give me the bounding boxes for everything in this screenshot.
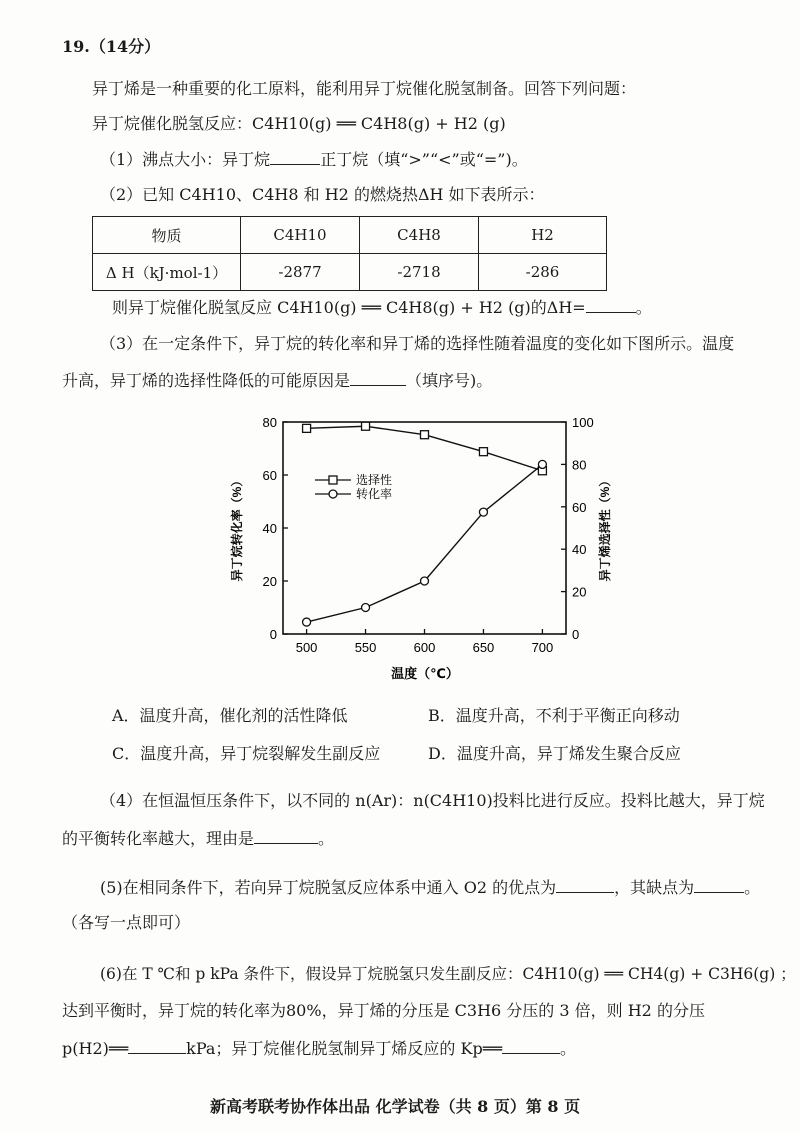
legend: [315, 472, 392, 501]
q4-line1: （4）在恒温恒压条件下，以不同的 n(Ar)：n(C4H10)投料比进行反应。投料比越大，异丁烷: [100, 791, 765, 810]
q1-answer-blank[interactable]: [270, 148, 320, 165]
q3-line2-end: （填序号)。: [406, 371, 493, 390]
legend-label-conversion: 转化率: [356, 487, 393, 501]
data-point-selectivity: [362, 422, 370, 430]
q5-advantage-blank[interactable]: [556, 876, 614, 893]
data-point-conversion: [479, 508, 487, 516]
q6-line3: [62, 1037, 576, 1060]
table-row: [93, 254, 607, 291]
q5-line2: （各写一点即可）: [62, 913, 191, 932]
plot-frame: [283, 422, 566, 634]
q5-disadvantage-blank[interactable]: [694, 876, 744, 893]
q4-end: 。: [318, 829, 335, 848]
q3-line2: [62, 369, 492, 392]
y-right-tick-label: 80: [572, 457, 587, 473]
q6-kp-blank[interactable]: [502, 1037, 560, 1054]
y-left-tick-label: 80: [262, 415, 277, 430]
q6-kp-text: kPa；异丁烷催化脱氢制异丁烯反应的 Kp══: [186, 1039, 502, 1058]
q2-intro: （2）已知 C4H10、C4H8 和 H2 的燃烧热ΔH 如下表所示：: [100, 185, 545, 204]
x-tick-label: 550: [354, 640, 377, 655]
q6-line1: (6)在 T ℃和 p kPa 条件下，假设异丁烷脱氢只发生副反应：C4H10(g) ══ CH4(g) + C3H6(g) ；: [100, 965, 796, 983]
x-tick-label: 700: [531, 640, 554, 655]
y-axis-left-label: 异丁烷转化率（%）: [230, 474, 244, 582]
data-point-selectivity: [303, 424, 311, 432]
option-b[interactable]: B．温度升高，不利于平衡正向移动: [428, 706, 680, 725]
table-cell: -2877: [241, 254, 360, 291]
y-right-tick-label: 20: [572, 584, 587, 600]
q6-ph2-text: p(H2)══: [62, 1039, 129, 1058]
q1: [100, 148, 528, 171]
y-right-tick-label: 60: [572, 499, 587, 515]
option-c[interactable]: C．温度升高，异丁烷裂解发生副反应: [112, 744, 381, 763]
series-line-conversion: [307, 464, 543, 622]
data-point-conversion: [303, 618, 311, 626]
q4-answer-blank[interactable]: [254, 827, 318, 844]
question-header: [62, 36, 160, 58]
x-tick-label: 650: [472, 640, 495, 655]
y-right-tick-label: 100: [572, 415, 594, 430]
q5-disadvantage-text: ，其缺点为: [614, 878, 695, 897]
y-axis-right-label: 异丁烯选择性（%）: [598, 474, 612, 582]
q4-line2-text: 的平衡转化率越大，理由是: [62, 829, 255, 848]
x-axis-label: 温度（℃）: [391, 666, 459, 681]
q5-end: 。: [744, 878, 761, 897]
reaction-equation: C4H10(g) ══ C4H8(g) + H2 (g): [252, 114, 506, 133]
table-cell: -2718: [360, 254, 479, 291]
q3-answer-blank[interactable]: [350, 369, 406, 386]
page-footer: 新高考联考协作体出品 化学试卷（共 8 页）第 8 页: [210, 1097, 581, 1116]
q4-line2: [62, 827, 334, 850]
y-right-tick-label: 40: [572, 542, 587, 558]
q3-line2-text: 升高，异丁烯的选择性降低的可能原因是: [62, 371, 351, 390]
reaction-label: 异丁烷催化脱氢反应：: [92, 114, 253, 133]
question-intro: 异丁烯是一种重要的化工原料，能利用异丁烷催化脱氢制备。回答下列问题：: [92, 79, 637, 98]
q2-question-text: 则异丁烷催化脱氢反应 C4H10(g) ══ C4H8(g) + H2 (g)的ΔH=: [112, 298, 586, 317]
q6-line2: 达到平衡时，异丁烷的转化率为80%，异丁烯的分压是 C3H6 分压的 3 倍，则 H2 的分压: [62, 1001, 705, 1020]
enthalpy-table: [92, 216, 607, 291]
temperature-chart: [215, 400, 635, 690]
y-left-tick-label: 40: [262, 521, 277, 536]
data-point-conversion: [538, 460, 546, 468]
q2-answer-blank[interactable]: [586, 296, 636, 313]
data-point-conversion: [362, 604, 370, 612]
legend-label-selectivity: 选择性: [356, 473, 393, 487]
reaction-line: [92, 113, 506, 135]
q6-end: 。: [559, 1039, 576, 1058]
q6-ph2-blank[interactable]: [128, 1037, 186, 1054]
data-point-selectivity: [421, 431, 429, 439]
q1-prefix: （1）沸点大小：异丁烷: [100, 150, 271, 169]
table-header-row: [93, 217, 607, 254]
table-cell: -286: [479, 254, 607, 291]
y-left-tick-label: 20: [262, 574, 277, 589]
table-header-cell: 物质: [93, 217, 241, 254]
table-header-cell: H2: [479, 217, 607, 254]
data-point-conversion: [421, 577, 429, 585]
legend-square-marker: [329, 476, 337, 484]
legend-circle-marker: [329, 490, 337, 498]
option-d[interactable]: D．温度升高，异丁烯发生聚合反应: [428, 744, 681, 763]
x-tick-label: 600: [413, 640, 436, 655]
y-left-tick-label: 0: [269, 627, 277, 642]
x-tick-label: 500: [295, 640, 318, 655]
q2-end: 。: [635, 298, 652, 317]
q1-suffix: 正丁烷（填“>”“<”或“=”)。: [320, 150, 528, 169]
q5-advantage-text: (5)在相同条件下，若向异丁烷脱氢反应体系中通入 O2 的优点为: [100, 878, 557, 897]
table-header-cell: C4H10: [241, 217, 360, 254]
y-left-tick-label: 60: [262, 468, 277, 483]
table-header-cell: C4H8: [360, 217, 479, 254]
q3-line1: （3）在一定条件下，异丁烷的转化率和异丁烯的选择性随着温度的变化如下图所示。温度: [100, 334, 735, 353]
table-row-label: Δ H（kJ·mol-1）: [93, 254, 241, 291]
option-a[interactable]: A．温度升高，催化剂的活性降低: [112, 706, 348, 725]
q5-line1: [100, 876, 760, 899]
q2-question: [112, 296, 652, 319]
data-point-selectivity: [479, 448, 487, 456]
question-number: 19.: [62, 37, 90, 56]
y-right-tick-label: 0: [572, 627, 580, 642]
question-score: （14分）: [89, 37, 161, 56]
